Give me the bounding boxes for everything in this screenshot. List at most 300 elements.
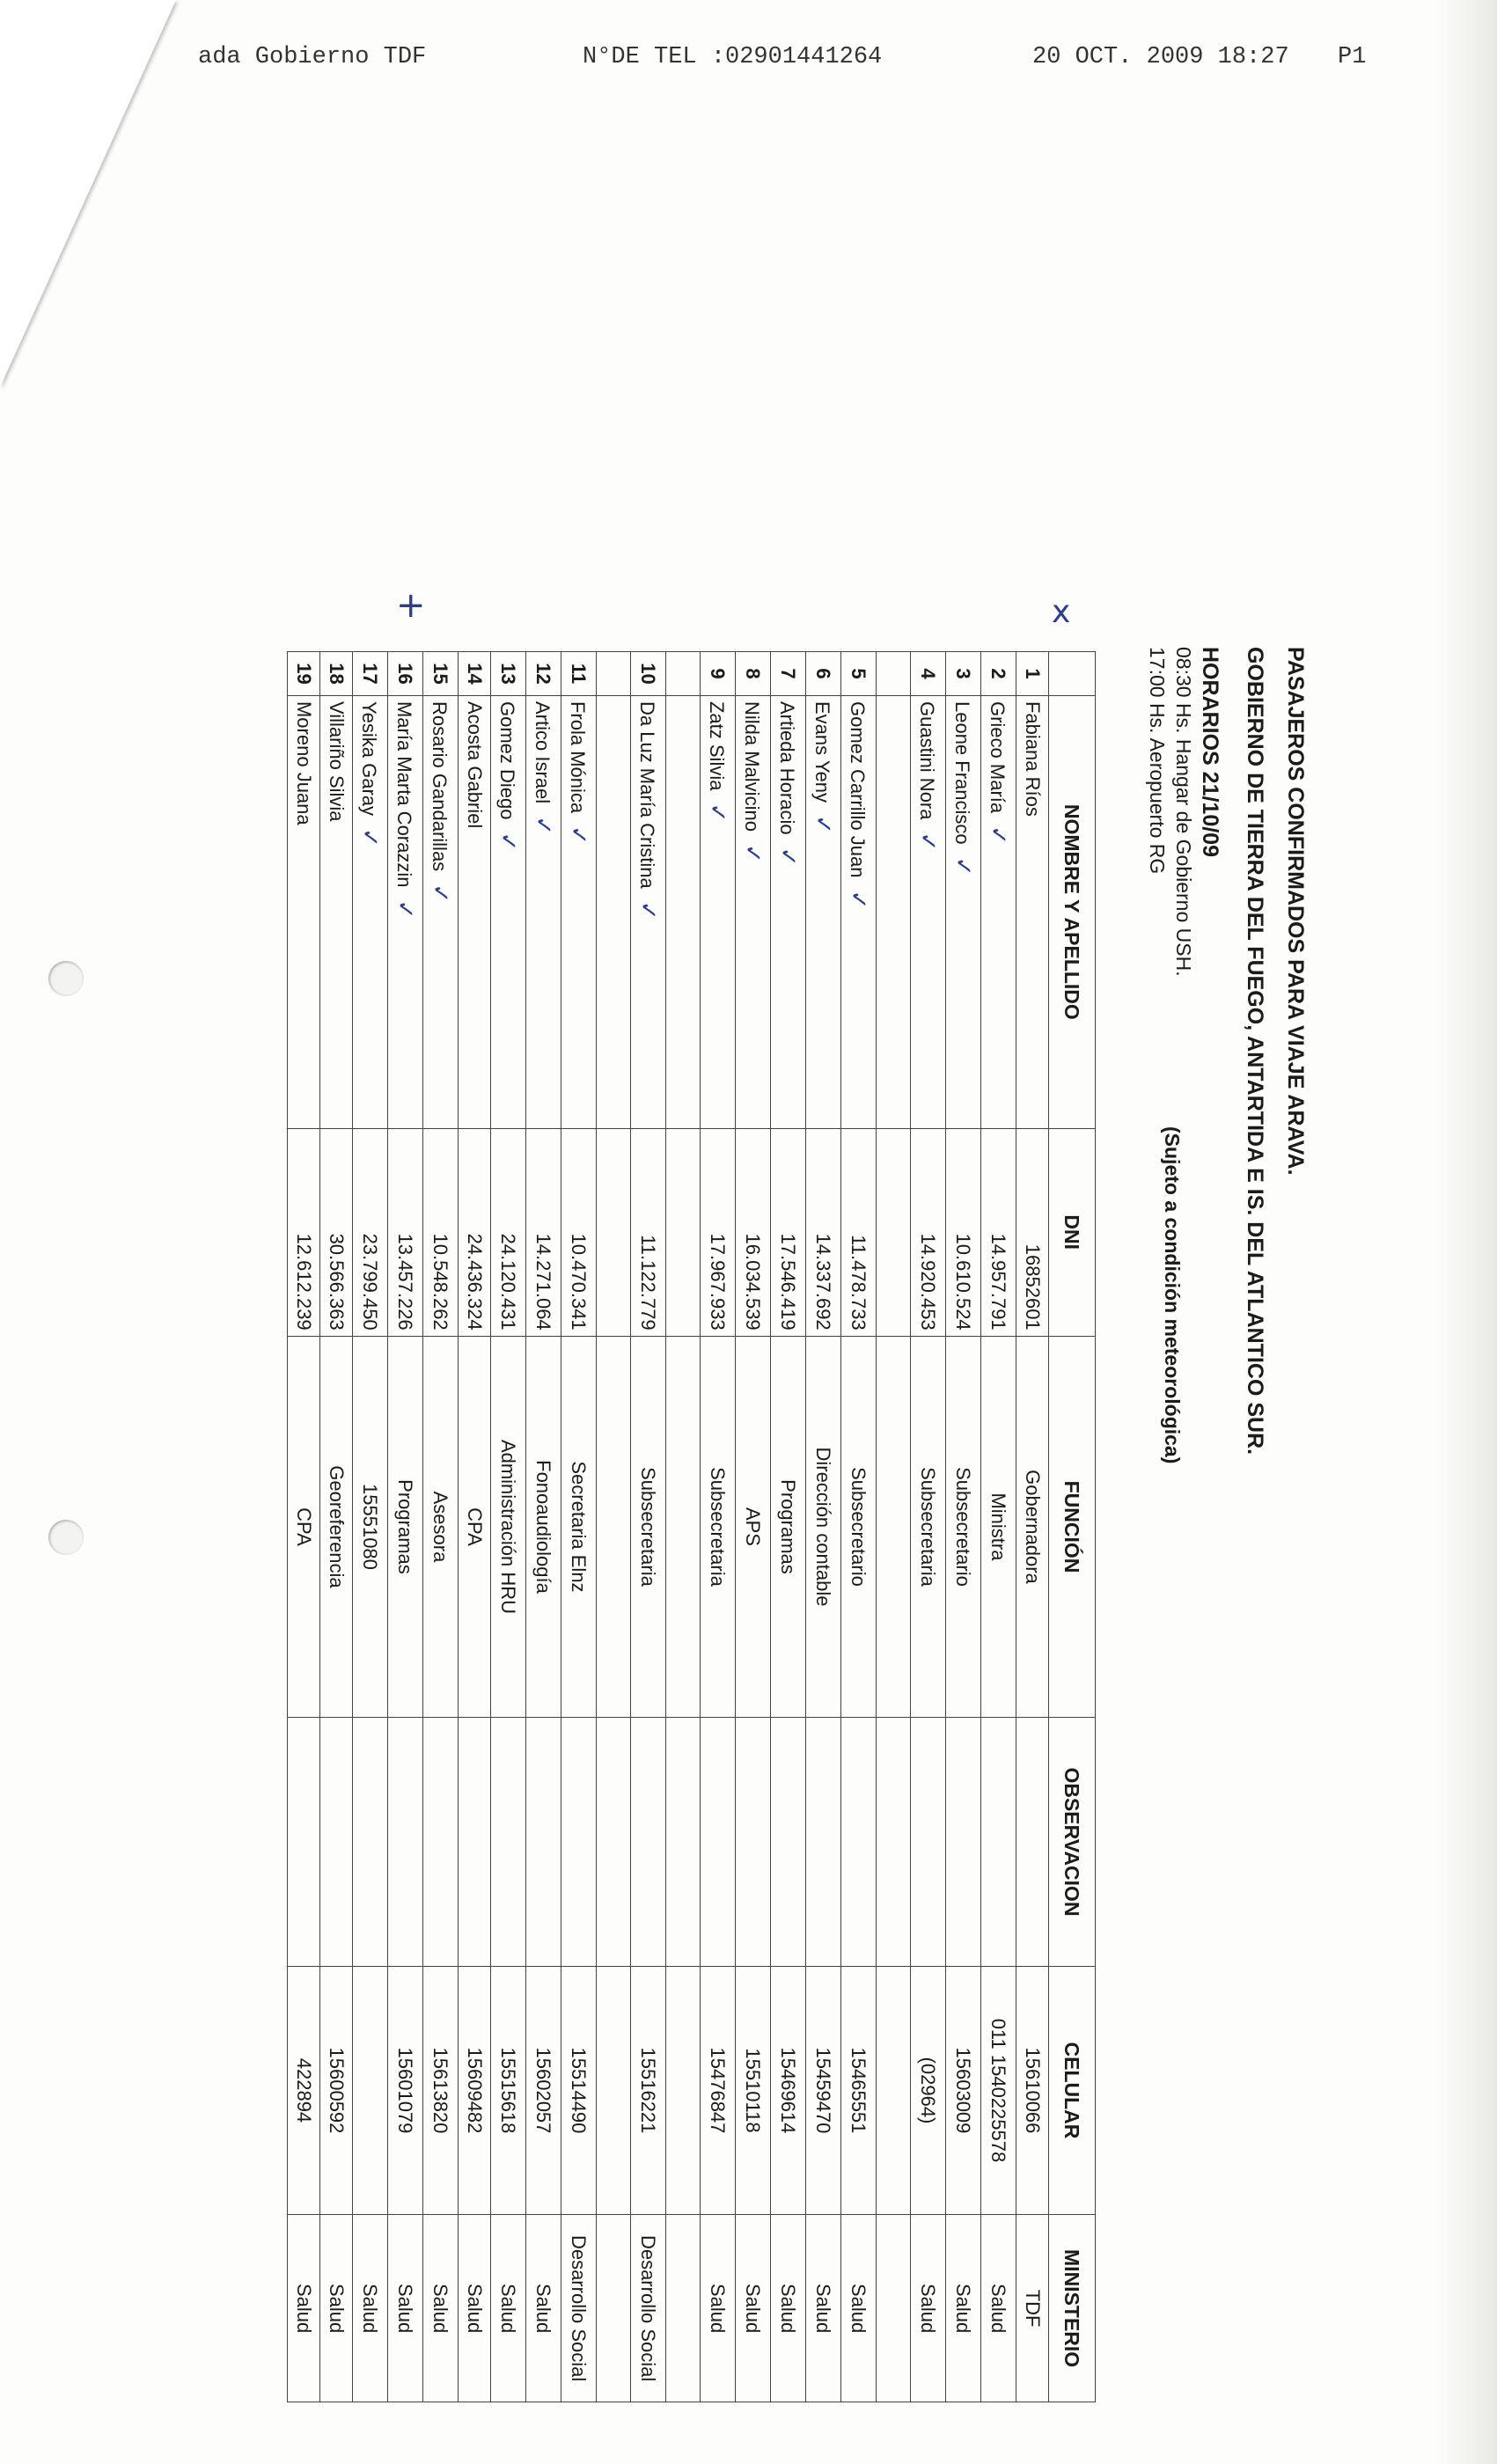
row-name: [701, 695, 736, 1128]
row-cellphone-text: 15514490: [568, 2047, 591, 2134]
table-row: [561, 652, 597, 2402]
row-function-text: Subsecretario: [848, 1467, 870, 1587]
row-num-text: 7: [777, 668, 800, 679]
row-num-text: 12: [532, 663, 555, 685]
row-cellphone: [771, 1966, 806, 2214]
row-name: [320, 695, 353, 1128]
schedule-line: 17:00 Hs. Aeropuerto RG: [1146, 647, 1169, 875]
row-cellphone: [946, 1966, 981, 2214]
table-spacer-row: [666, 652, 701, 2402]
row-function-text: Georeferencia: [326, 1465, 348, 1588]
row-observation: [320, 1718, 353, 1966]
table-row: [423, 652, 459, 2402]
row-ministry-text: Salud: [532, 2283, 555, 2334]
row-function-text: CPA: [464, 1507, 486, 1546]
row-ministry-text: Salud: [848, 2283, 870, 2334]
handwritten-check-icon: ✓: [775, 847, 802, 867]
row-ministry: [806, 2215, 841, 2402]
row-name-text: Gomez Carrillo Juan: [847, 700, 869, 878]
row-ministry-text: Salud: [464, 2283, 486, 2334]
row-ministry-text: Desarrollo Social: [568, 2234, 591, 2382]
row-observation: [841, 1718, 877, 1966]
row-cellphone-text: 422894: [293, 2057, 315, 2123]
row-ministry-text: Salud: [394, 2283, 417, 2334]
handwritten-check-icon: ✓: [986, 825, 1012, 845]
table-spacer-row: [597, 652, 631, 2402]
row-function: [1016, 1336, 1049, 1718]
row-dni: [946, 1128, 981, 1336]
row-dni: [423, 1128, 459, 1336]
table-row: [320, 652, 353, 2402]
row-function-text: Subsecretaria: [917, 1467, 940, 1587]
row-observation: [911, 1718, 946, 1966]
row-function-text: Subsecretaria: [707, 1467, 730, 1587]
row-function-text: Administración HRU: [497, 1439, 520, 1614]
table-row: [736, 652, 771, 2402]
row-num-text: 6: [812, 668, 835, 679]
row-ministry-text: Salud: [987, 2283, 1010, 2334]
row-num-text: 2: [987, 668, 1010, 679]
row-dni-text: 10.548.262: [429, 1233, 452, 1331]
spacer-cell: [666, 1718, 701, 1966]
row-num: [388, 652, 423, 696]
row-ministry-text: Salud: [293, 2283, 315, 2334]
row-cellphone: [981, 1966, 1016, 2214]
row-function-text: Subsecretario: [952, 1467, 975, 1587]
row-name-text: Leone Francisco: [951, 700, 973, 845]
fax-sender: ada Gobierno TDF: [198, 44, 427, 70]
row-name: [806, 695, 841, 1128]
row-cellphone: [388, 1966, 423, 2214]
row-dni-text: 24.436.324: [464, 1233, 486, 1331]
handwritten-check-icon: ✓: [531, 816, 557, 835]
row-function-text: Gobernadora: [1022, 1470, 1044, 1584]
schedule-title: HORARIOS 21/10/09: [1198, 647, 1222, 857]
row-num-text: 1: [1022, 668, 1044, 679]
row-name-text: Evans Yeny: [811, 700, 833, 803]
row-ministry: [771, 2215, 806, 2402]
row-num: [459, 652, 491, 696]
row-num: [701, 652, 736, 696]
row-num-text: 17: [359, 663, 382, 685]
row-cellphone: [423, 1966, 459, 2214]
row-num: [771, 652, 806, 696]
row-num-text: 15: [429, 663, 452, 685]
plus-mark: +: [396, 585, 426, 626]
row-cellphone: [911, 1966, 946, 2214]
table-header-row: [1049, 652, 1096, 2402]
x-mark: x: [1052, 594, 1071, 630]
row-dni: [459, 1128, 491, 1336]
row-observation: [423, 1718, 459, 1966]
row-function-text: Ministra: [987, 1492, 1010, 1561]
row-ministry: [320, 2215, 353, 2402]
folded-corner: [0, 0, 176, 387]
row-dni-text: 24.120.431: [497, 1233, 520, 1331]
row-name: [946, 695, 981, 1128]
row-num-text: 5: [848, 668, 870, 679]
row-cellphone: [288, 1966, 320, 2214]
spacer-cell: [597, 695, 631, 1128]
row-dni-text: 30.566.363: [326, 1233, 348, 1331]
row-cellphone: [701, 1966, 736, 2214]
row-cellphone-text: 15603009: [952, 2047, 975, 2134]
row-num: [353, 652, 388, 696]
row-function-text: Fonoaudiología: [532, 1460, 555, 1594]
row-num: [981, 652, 1016, 696]
row-name: [491, 695, 526, 1128]
header-name: NOMBRE Y APELLIDO: [1049, 695, 1096, 1128]
row-dni: [288, 1128, 320, 1336]
row-dni-text: 13.457.226: [394, 1233, 417, 1331]
row-observation: [701, 1718, 736, 1966]
table-row: [459, 652, 491, 2402]
spacer-cell: [597, 652, 631, 696]
row-num: [423, 652, 459, 696]
row-ministry-text: Desarrollo Social: [637, 2234, 660, 2382]
row-ministry: [981, 2215, 1016, 2402]
table-row: [841, 652, 877, 2402]
row-dni-text: 23.799.450: [359, 1233, 382, 1331]
table-row: [1016, 652, 1049, 2402]
row-function: [353, 1336, 388, 1718]
table-spacer-row: [877, 652, 911, 2402]
row-num: [561, 652, 597, 696]
row-cellphone-text: 15516221: [637, 2047, 660, 2134]
row-observation: [981, 1718, 1016, 1966]
spacer-cell: [666, 2215, 701, 2402]
row-dni-text: 14.271.064: [532, 1233, 555, 1331]
row-num-text: 9: [707, 668, 730, 679]
row-observation: [459, 1718, 491, 1966]
row-dni-text: 10.470.341: [568, 1233, 591, 1331]
row-cellphone: [459, 1966, 491, 2214]
row-name-text: Artieda Horacio: [776, 700, 798, 835]
row-name: [423, 695, 459, 1128]
spacer-cell: [597, 1718, 631, 1966]
handwritten-check-icon: ✓: [635, 900, 662, 920]
row-dni: [631, 1128, 666, 1336]
row-ministry-text: Salud: [359, 2283, 382, 2334]
row-dni-text: 16852601: [1022, 1243, 1044, 1331]
spacer-cell: [666, 1128, 701, 1336]
row-function: [320, 1336, 353, 1718]
row-ministry: [388, 2215, 423, 2402]
header-ministry: MINISTERIO: [1049, 2215, 1096, 2402]
row-observation: [353, 1718, 388, 1966]
row-dni-text: 16.034.539: [742, 1233, 765, 1331]
row-dni-text: 17.546.419: [777, 1233, 800, 1331]
row-name-text: Guastini Nora: [916, 700, 938, 820]
row-dni: [320, 1128, 353, 1336]
row-cellphone-text: 15600592: [326, 2047, 348, 2134]
row-function: [631, 1336, 666, 1718]
row-function: [806, 1336, 841, 1718]
row-name-text: Artico Israel: [532, 700, 554, 804]
row-function: [911, 1336, 946, 1718]
row-ministry-text: Salud: [497, 2283, 520, 2334]
row-num-text: 13: [497, 663, 520, 685]
row-num-text: 11: [568, 663, 591, 685]
row-name-text: Zatz Silvia: [706, 700, 728, 791]
row-name: [1016, 695, 1049, 1128]
document-page: [293, 625, 1316, 2420]
row-ministry: [911, 2215, 946, 2402]
table-row: [491, 652, 526, 2402]
header-cellphone: CELULAR: [1049, 1966, 1096, 2214]
row-name: [353, 695, 388, 1128]
row-cellphone-text: 15613820: [429, 2047, 452, 2134]
row-function: [946, 1336, 981, 1718]
row-name: [771, 695, 806, 1128]
spacer-cell: [597, 1336, 631, 1718]
table-row: [946, 652, 981, 2402]
row-num: [631, 652, 666, 696]
row-name-text: Villariño Silvia: [326, 700, 348, 822]
row-observation: [946, 1718, 981, 1966]
row-cellphone: [631, 1966, 666, 2214]
row-function-text: Secretaria Elnz: [568, 1461, 591, 1593]
spacer-cell: [666, 1336, 701, 1718]
spacer-cell: [597, 1128, 631, 1336]
handwritten-check-icon: ✓: [495, 832, 522, 852]
row-function: [388, 1336, 423, 1718]
row-observation: [631, 1718, 666, 1966]
document-subtitle: GOBIERNO DE TIERRA DEL FUEGO, ANTARTIDA E IS. DEL ATLANTICO SUR.: [1243, 647, 1267, 1456]
row-num: [946, 652, 981, 696]
row-ministry: [288, 2215, 320, 2402]
row-cellphone-text: 15610066: [1022, 2047, 1044, 2134]
spacer-cell: [877, 1718, 911, 1966]
spacer-cell: [666, 695, 701, 1128]
spacer-cell: [597, 1966, 631, 2214]
row-observation: [1016, 1718, 1049, 1966]
row-name-text: Acosta Gabriel: [464, 700, 486, 829]
row-dni-text: 10.610.524: [952, 1233, 975, 1331]
spacer-cell: [877, 652, 911, 696]
row-dni-text: 14.920.453: [917, 1233, 940, 1331]
row-num: [806, 652, 841, 696]
row-ministry-text: Salud: [952, 2283, 975, 2334]
row-num-text: 4: [917, 668, 940, 679]
row-dni: [526, 1128, 561, 1336]
row-cellphone-text: (02964): [917, 2057, 940, 2124]
row-function: [423, 1336, 459, 1718]
row-ministry: [353, 2215, 388, 2402]
row-num-text: 19: [293, 663, 315, 685]
row-ministry-text: Salud: [812, 2283, 835, 2334]
row-function: [491, 1336, 526, 1718]
row-name-text: Yesika Garay: [358, 700, 380, 817]
spacer-cell: [877, 1966, 911, 2214]
row-num: [1016, 652, 1049, 696]
row-ministry-text: Salud: [326, 2283, 348, 2334]
row-observation: [526, 1718, 561, 1966]
row-ministry-text: Salud: [917, 2283, 940, 2334]
row-ministry: [423, 2215, 459, 2402]
row-name: [841, 695, 877, 1128]
table-row: [388, 652, 423, 2402]
row-cellphone-text: 15459470: [812, 2047, 835, 2134]
row-cellphone-text: 15515618: [497, 2047, 520, 2134]
row-cellphone-text: 15476847: [707, 2047, 730, 2134]
punch-hole: [48, 1520, 84, 1555]
handwritten-check-icon: ✓: [393, 899, 419, 920]
row-dni: [911, 1128, 946, 1336]
row-cellphone-text: 15601079: [394, 2047, 417, 2134]
row-cellphone-text: 15609482: [464, 2047, 486, 2134]
table-row: [981, 652, 1016, 2402]
row-function-text: Dirección contable: [812, 1447, 835, 1607]
row-dni: [701, 1128, 736, 1336]
row-name-text: Frola Mónica: [567, 700, 589, 814]
row-dni: [806, 1128, 841, 1336]
table-row: [631, 652, 666, 2402]
row-cellphone: [491, 1966, 526, 2214]
row-cellphone-text: 15465551: [848, 2047, 870, 2134]
row-name-text: Rosario Gandarillas: [429, 700, 451, 872]
row-ministry: [841, 2215, 877, 2402]
passenger-table: [287, 651, 1096, 2402]
row-function-text: CPA: [293, 1507, 315, 1546]
row-cellphone-text: 15602057: [532, 2047, 555, 2134]
row-cellphone-text: 011 1540225578: [987, 2018, 1010, 2163]
row-ministry-text: Salud: [777, 2283, 800, 2334]
row-ministry: [526, 2215, 561, 2402]
header-observation: OBSERVACION: [1049, 1718, 1096, 1966]
row-observation: [388, 1718, 423, 1966]
table-row: [353, 652, 388, 2402]
fax-header: [0, 35, 1497, 79]
row-num: [320, 652, 353, 696]
spacer-cell: [666, 1966, 701, 2214]
row-cellphone: [561, 1966, 597, 2214]
row-num-text: 14: [464, 663, 486, 685]
row-num-text: 18: [326, 663, 348, 685]
row-num: [911, 652, 946, 696]
row-name: [631, 695, 666, 1128]
spacer-cell: [877, 1336, 911, 1718]
spacer-cell: [877, 695, 911, 1128]
row-ministry: [561, 2215, 597, 2402]
row-num-text: 10: [637, 663, 660, 685]
row-cellphone: [806, 1966, 841, 2214]
table-row: [701, 652, 736, 2402]
row-name: [526, 695, 561, 1128]
row-dni-text: 11.122.779: [637, 1235, 660, 1331]
row-name-text: Gomez Diego: [496, 700, 518, 820]
handwritten-check-icon: ✓: [740, 843, 767, 863]
row-dni-text: 14.957.791: [987, 1233, 1010, 1331]
handwritten-check-icon: ✓: [566, 825, 592, 845]
row-ministry-text: Salud: [429, 2283, 452, 2334]
row-cellphone: [841, 1966, 877, 2214]
row-dni: [736, 1128, 771, 1336]
handwritten-check-icon: ✓: [811, 814, 837, 834]
row-dni: [981, 1128, 1016, 1336]
handwritten-check-icon: ✓: [846, 890, 872, 910]
row-name-text: Fabiana Ríos: [1022, 700, 1044, 817]
row-dni-text: 11.478.733: [848, 1235, 870, 1331]
row-dni: [1016, 1128, 1049, 1336]
handwritten-check-icon: ✓: [915, 832, 942, 852]
row-ministry-text: Salud: [707, 2283, 730, 2334]
row-function: [526, 1336, 561, 1718]
row-name-text: Da Luz María Cristina: [636, 700, 658, 889]
row-name: [561, 695, 597, 1128]
table-row: [806, 652, 841, 2402]
row-observation: [806, 1718, 841, 1966]
row-ministry: [1016, 2215, 1049, 2402]
row-cellphone: [353, 1966, 388, 2214]
row-observation: [561, 1718, 597, 1966]
row-dni-text: 12.612.239: [293, 1233, 315, 1331]
row-ministry: [491, 2215, 526, 2402]
row-dni: [388, 1128, 423, 1336]
row-name: [388, 695, 423, 1128]
row-num: [491, 652, 526, 696]
fax-phone: N°DE TEL :02901441264: [583, 44, 883, 70]
fax-datetime: 20 OCT. 2009 18:27: [1032, 44, 1289, 70]
row-ministry-text: Salud: [742, 2283, 765, 2334]
row-function: [459, 1336, 491, 1718]
handwritten-check-icon: ✓: [950, 856, 977, 876]
row-name: [288, 695, 320, 1128]
row-function: [771, 1336, 806, 1718]
weather-condition-note: (Sujeto a condición meteorológica): [1161, 1126, 1184, 1464]
spacer-cell: [877, 1128, 911, 1336]
table-row: [911, 652, 946, 2402]
row-function: [288, 1336, 320, 1718]
row-function: [981, 1336, 1016, 1718]
row-ministry: [459, 2215, 491, 2402]
row-num: [841, 652, 877, 696]
schedule-line: 08:30 Hs. Hangar de Gobierno USH.: [1172, 647, 1195, 977]
row-dni: [771, 1128, 806, 1336]
header-dni: DNI: [1049, 1128, 1096, 1336]
row-ministry: [631, 2215, 666, 2402]
row-name-text: Nilda Malvicino: [741, 700, 763, 832]
header-num: [1049, 652, 1096, 696]
row-num-text: 3: [952, 668, 975, 679]
row-cellphone: [526, 1966, 561, 2214]
punch-hole: [48, 961, 84, 996]
handwritten-check-icon: ✓: [428, 884, 454, 903]
row-name-text: Grieco María: [987, 700, 1009, 814]
row-function-text: Programas: [394, 1479, 417, 1574]
row-dni: [491, 1128, 526, 1336]
row-ministry: [701, 2215, 736, 2402]
row-dni: [353, 1128, 388, 1336]
row-cellphone-text: 15469614: [777, 2047, 800, 2134]
spacer-cell: [597, 2215, 631, 2402]
row-name-text: Moreno Juana: [293, 700, 315, 825]
paper-edge: [1435, 0, 1497, 2464]
row-num: [288, 652, 320, 696]
row-cellphone: [1016, 1966, 1049, 2214]
handwritten-check-icon: ✓: [357, 828, 384, 847]
row-observation: [771, 1718, 806, 1966]
row-dni-text: 14.337.692: [812, 1233, 835, 1331]
row-ministry: [946, 2215, 981, 2402]
row-cellphone: [320, 1966, 353, 2214]
row-function: [561, 1336, 597, 1718]
row-num: [526, 652, 561, 696]
spacer-cell: [666, 652, 701, 696]
row-function: [736, 1336, 771, 1718]
row-num-text: 16: [394, 663, 417, 685]
row-function: [841, 1336, 877, 1718]
